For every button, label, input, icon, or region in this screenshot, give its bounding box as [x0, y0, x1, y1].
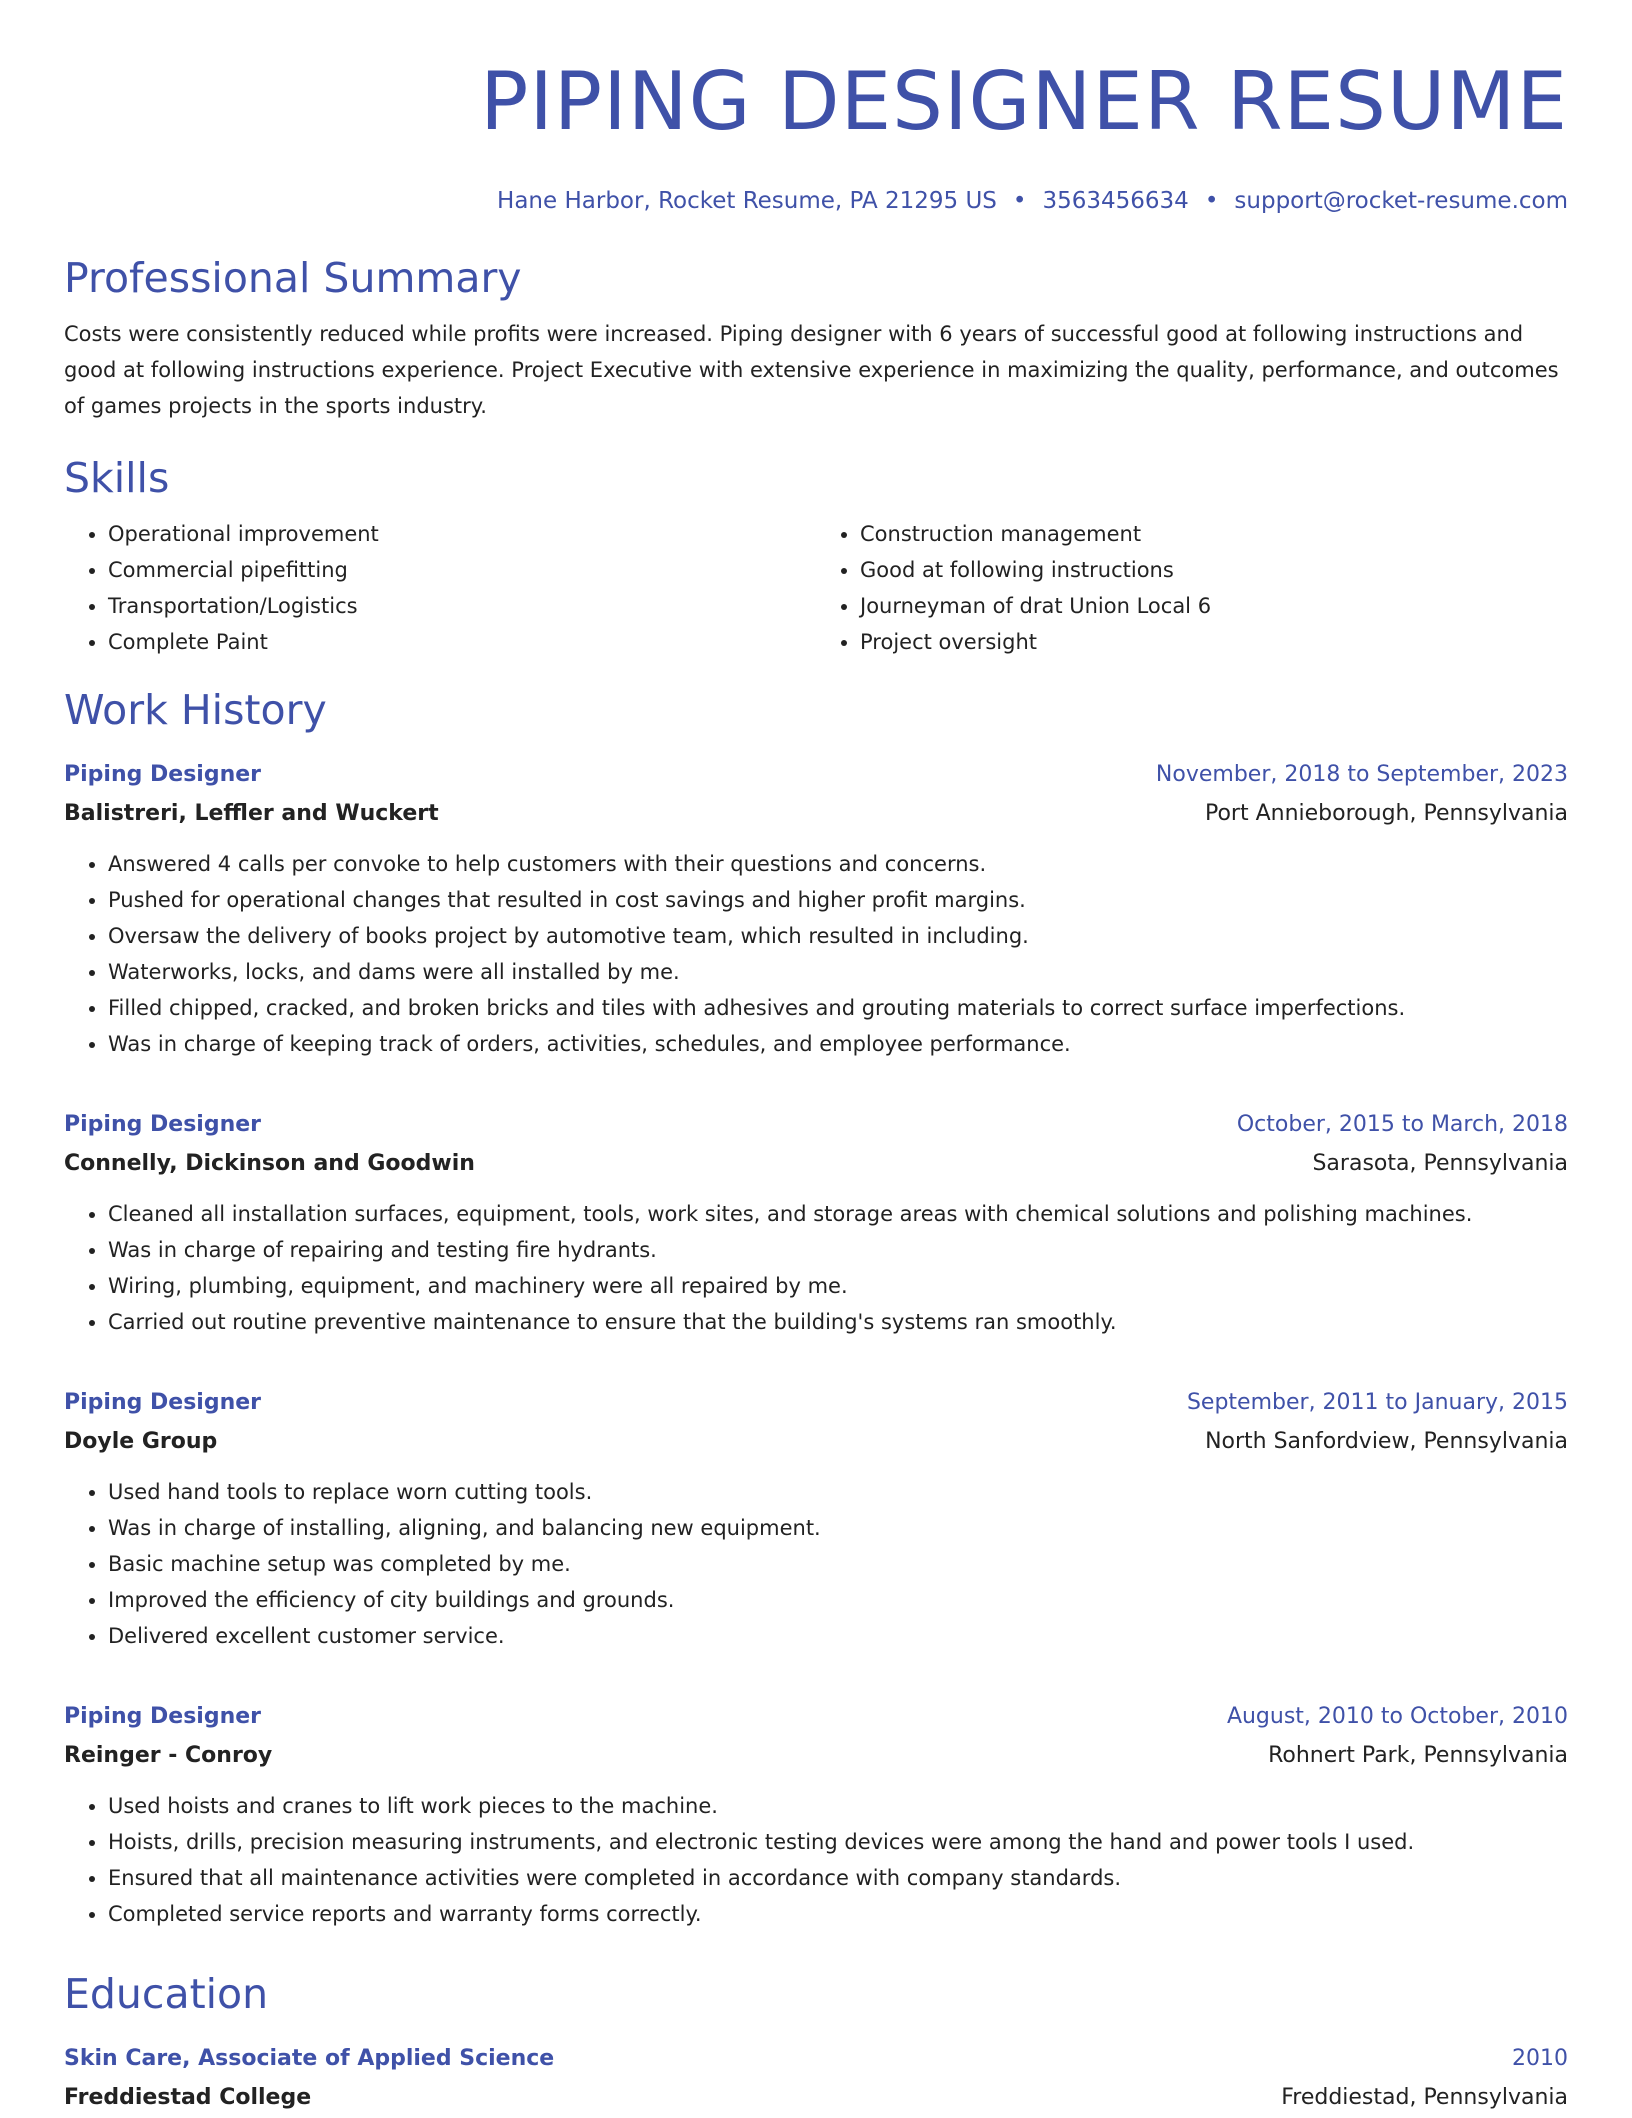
job-bullets	[64, 1788, 1568, 1932]
job-bullet: • Delivered excellent customer service.	[108, 1618, 1568, 1654]
job-bullets	[64, 846, 1568, 1062]
skill-item: • Journeyman of drat Union Local 6	[860, 588, 1568, 624]
job-bullet: • Was in charge of keeping track of orders, activities, schedules, and employee performance.	[108, 1026, 1568, 1062]
job-company: Doyle Group	[64, 1429, 218, 1454]
skill-item: • Complete Paint	[108, 624, 816, 660]
job-bullet: • Completed service reports and warranty forms correctly.	[108, 1896, 1568, 1932]
skills-heading: Skills	[64, 454, 170, 502]
job-bullet: • Answered 4 calls per convoke to help customers with their questions and concerns.	[108, 846, 1568, 882]
job-location: North Sanfordview, Pennsylvania	[1205, 1429, 1568, 1454]
school-location: Freddiestad, Pennsylvania	[1281, 2085, 1568, 2110]
job-bullet: • Was in charge of repairing and testing fire hydrants.	[108, 1232, 1568, 1268]
job-role: Piping Designer	[64, 762, 262, 787]
contact-line	[64, 186, 1568, 216]
skills-list	[64, 516, 1568, 660]
address: Hane Harbor, Rocket Resume, PA 21295 US	[497, 188, 997, 214]
job-bullet: • Oversaw the delivery of books project by automotive team, which resulted in including.	[108, 918, 1568, 954]
job-bullet: • Ensured that all maintenance activities were completed in accordance with company standards.	[108, 1860, 1568, 1896]
graduation-year: 2010	[1512, 2046, 1568, 2071]
job-location: Port Annieborough, Pennsylvania	[1204, 801, 1568, 826]
job-entry	[64, 1106, 1568, 1340]
job-dates: October, 2015 to March, 2018	[1236, 1112, 1568, 1137]
job-dates: November, 2018 to September, 2023	[1155, 762, 1568, 787]
job-entry	[64, 1698, 1568, 1932]
separator-dot: •	[1012, 188, 1027, 214]
email-link[interactable]: support@rocket-resume.com	[1234, 188, 1568, 214]
job-entry	[64, 756, 1568, 1062]
job-role: Piping Designer	[64, 1390, 262, 1415]
job-role: Piping Designer	[64, 1112, 262, 1137]
job-bullet: • Basic machine setup was completed by me.	[108, 1546, 1568, 1582]
job-bullet: • Filled chipped, cracked, and broken bricks and tiles with adhesives and grouting materials to correct surface imperfections.	[108, 990, 1568, 1026]
resume-title: PIPING DESIGNER RESUME	[480, 55, 1568, 148]
job-dates: August, 2010 to October, 2010	[1226, 1704, 1568, 1729]
skill-item: • Project oversight	[860, 624, 1568, 660]
skills-column-left	[64, 516, 816, 660]
skill-item: • Commercial pipefitting	[108, 552, 816, 588]
skill-item: • Construction management	[860, 516, 1568, 552]
job-bullet: • Used hand tools to replace worn cutting tools.	[108, 1474, 1568, 1510]
degree: Skin Care, Associate of Applied Science	[64, 2046, 555, 2071]
education-heading: Education	[64, 1970, 269, 2018]
job-location: Sarasota, Pennsylvania	[1312, 1151, 1568, 1176]
work-history-heading: Work History	[64, 686, 327, 734]
job-location: Rohnert Park, Pennsylvania	[1268, 1743, 1568, 1768]
separator-dot: •	[1204, 188, 1219, 214]
job-bullet: • Pushed for operational changes that resulted in cost savings and higher profit margins.	[108, 882, 1568, 918]
skill-item: • Transportation/Logistics	[108, 588, 816, 624]
job-bullets	[64, 1474, 1568, 1654]
job-entry	[64, 1384, 1568, 1654]
job-bullet: • Improved the efficiency of city buildings and grounds.	[108, 1582, 1568, 1618]
education-entry	[64, 2040, 1568, 2118]
skill-item: • Good at following instructions	[860, 552, 1568, 588]
job-bullet: • Wiring, plumbing, equipment, and machinery were all repaired by me.	[108, 1268, 1568, 1304]
job-bullet: • Cleaned all installation surfaces, equipment, tools, work sites, and storage areas with chemical solutions and polishing machines.	[108, 1196, 1568, 1232]
job-role: Piping Designer	[64, 1704, 262, 1729]
skills-column-right	[816, 516, 1568, 660]
summary-text: Costs were consistently reduced while profits were increased. Piping designer with 6 years of successful good at following instructions and good at following instructions experience. Project Executive with extensive experience in maximizing the quality, performance, and outcomes of games projects in the sports industry.	[64, 322, 1559, 418]
job-bullet: • Waterworks, locks, and dams were all installed by me.	[108, 954, 1568, 990]
job-company: Connelly, Dickinson and Goodwin	[64, 1151, 475, 1176]
skill-item: • Operational improvement	[108, 516, 816, 552]
job-company: Reinger - Conroy	[64, 1743, 273, 1768]
job-bullet: • Used hoists and cranes to lift work pieces to the machine.	[108, 1788, 1568, 1824]
job-bullet: • Carried out routine preventive maintenance to ensure that the building's systems ran smoothly.	[108, 1304, 1568, 1340]
job-bullet: • Hoists, drills, precision measuring instruments, and electronic testing devices were among the hand and power tools I used.	[108, 1824, 1568, 1860]
job-bullet: • Was in charge of installing, aligning, and balancing new equipment.	[108, 1510, 1568, 1546]
job-bullets	[64, 1196, 1568, 1340]
job-company: Balistreri, Leffler and Wuckert	[64, 801, 439, 826]
school: Freddiestad College	[64, 2085, 312, 2110]
summary-heading: Professional Summary	[64, 254, 522, 302]
job-dates: September, 2011 to January, 2015	[1186, 1390, 1568, 1415]
phone: 3563456634	[1042, 188, 1189, 214]
